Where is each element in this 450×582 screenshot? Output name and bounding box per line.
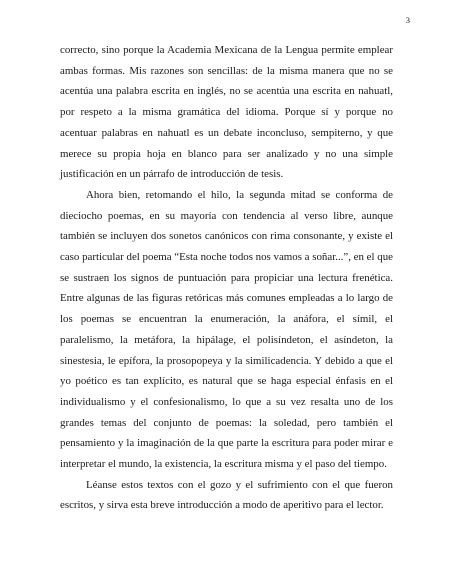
paragraph-closing: Léanse estos textos con el gozo y el sufrimiento con el que fueron escritos, y sirva esta breve introducción a modo de aperitivo para el lector. — [60, 478, 393, 512]
page-number: 3 — [405, 15, 410, 25]
paragraph-second-half: Ahora bien, retomando el hilo, la segunda mitad se conforma de dieciocho poemas, en su mayoría con tendencia al verso libre, aunque también se incluyen dos sonetos canónicos con rima consonante, y existe el caso particular del poema “Esta noche todos nos vamos a soñar...”, en el que se sustraen los signos de puntuación para propiciar una lectura frenética. Entre algunas de las figuras retóricas más comunes empleadas a lo largo de los poemas se encuentran la enumeración, la anáfora, el símil, el paralelismo, la metáfora, la hipálage, el polisíndeton, el asíndeton, la sinestesia, le epífora, la prosopopeya y la similicadencia. Y debido a que el yo poético es tan explícito, es natural que se haga especial énfasis en el individualismo y el confesionalismo, lo que a su vez resalta uno de los grandes temas del conjunto de poemas: la soledad, pero también el pensamiento y la imaginación de la que parte la escritura para poder mirar e interpretar el mundo, la existencia, la escritura misma y el paso del tiempo. — [60, 188, 393, 471]
paragraph-continuation: correcto, sino porque la Academia Mexicana de la Lengua permite emplear ambas formas. Mis razones son sencillas: de la misma manera que no se acentúa una palabra escrita en inglés, no se acentúa una escrita en nahuatl, por respeto a la misma gramática del idioma. Porque sí y porque no acentuar palabras en nahuatl es un debate inconcluso, sempiterno, y que merece su propia hoja en blanco para ser analizado y no una simple justificación en un párrafo de introducción de tesis. — [60, 44, 393, 181]
document-body — [60, 40, 393, 516]
